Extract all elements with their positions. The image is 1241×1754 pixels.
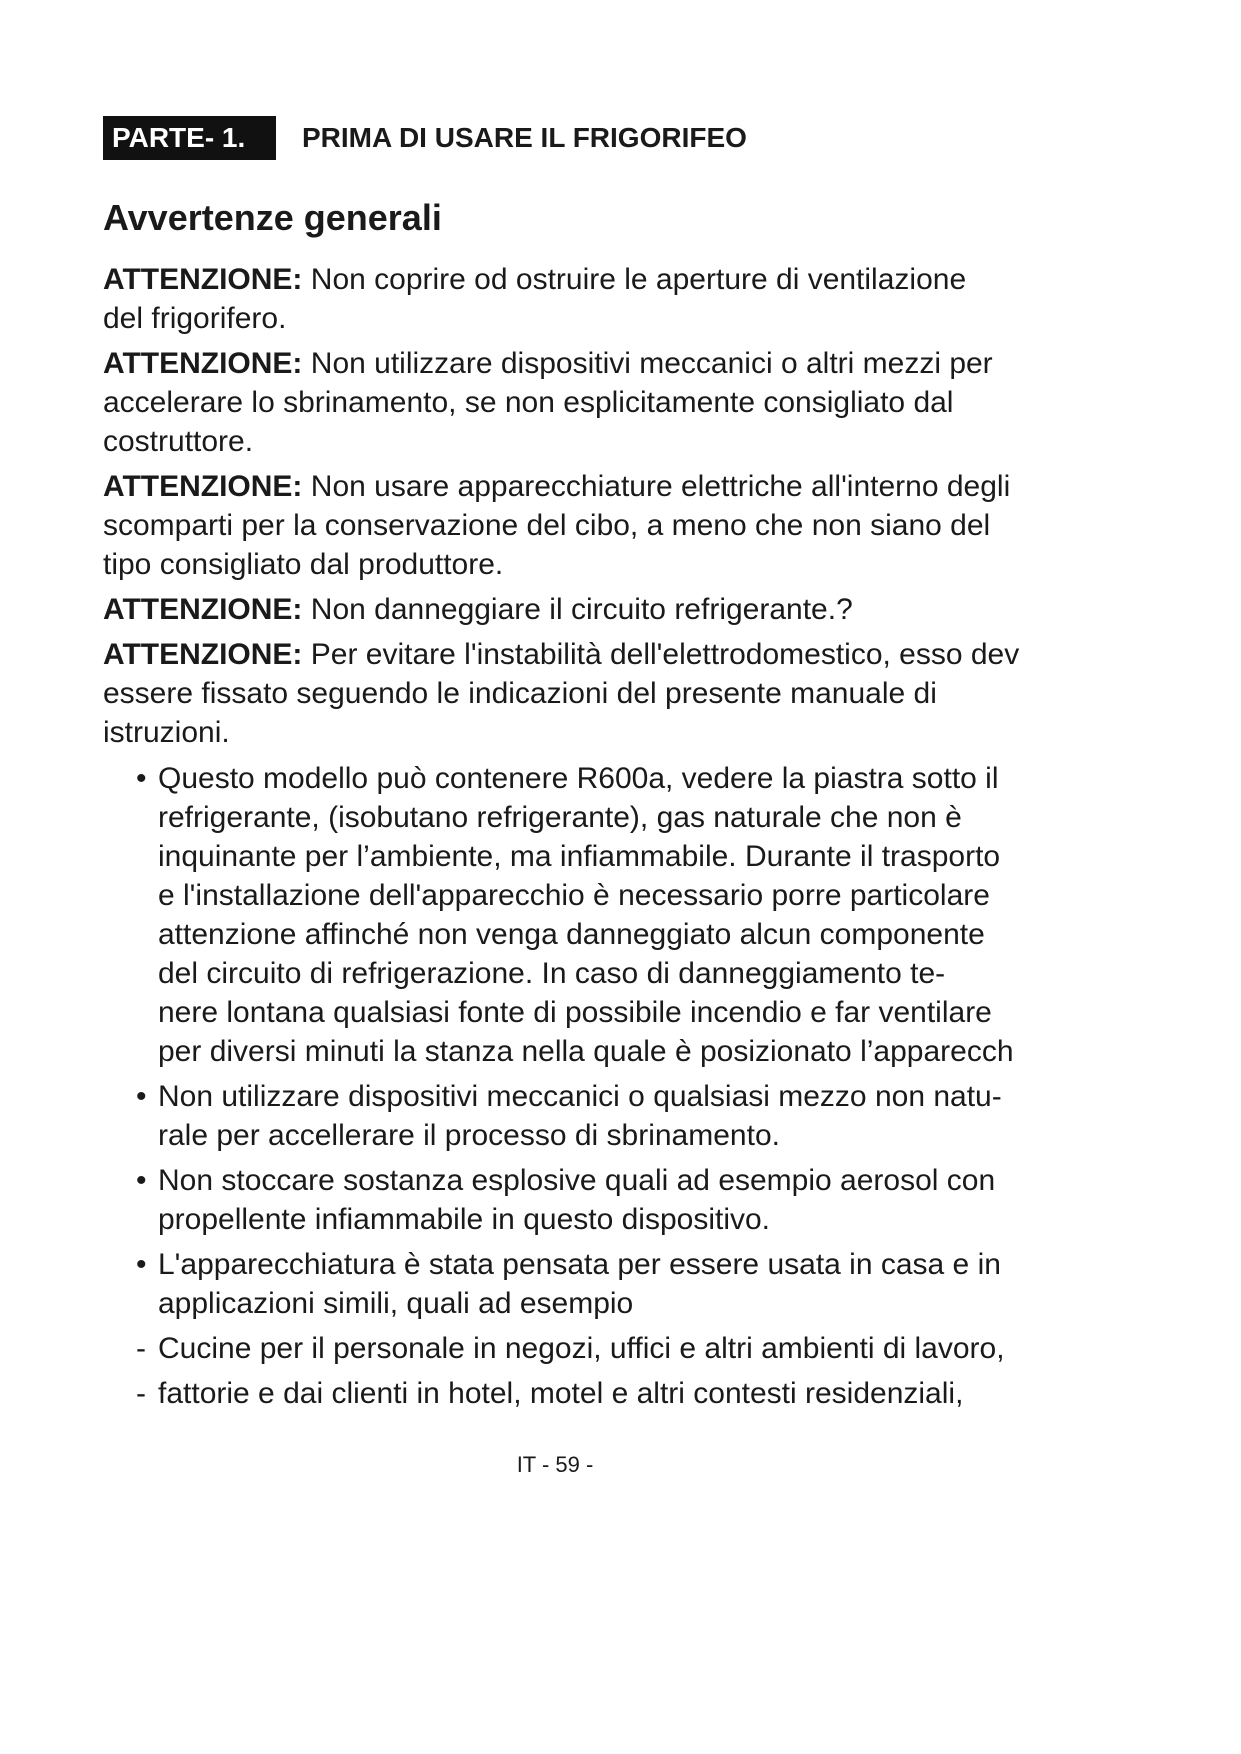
dash-item	[103, 1329, 1078, 1368]
warning-text-line: Non utilizzare dispositivi meccanici o altri mezzi per	[302, 347, 993, 380]
bullet-marker: •	[136, 1164, 147, 1197]
warning-label: ATTENZIONE:	[103, 470, 303, 503]
bullet-text-line: e l'installazione dell'apparecchio è necessario porre particolare	[158, 879, 990, 912]
dash-marker: -	[136, 1332, 146, 1365]
bullet-text-line: Questo modello può contenere R600a, vedere la piastra sotto il	[158, 762, 999, 795]
warning-text-line: Non usare apparecchiature elettriche all'interno degli	[302, 470, 1011, 503]
part-badge: PARTE- 1.	[103, 116, 276, 160]
section-title: Avvertenze generali	[103, 197, 442, 238]
bullet-list	[103, 759, 1078, 1323]
warning-paragraph	[103, 590, 1078, 629]
warning-text-line: Non danneggiare il circuito refrigerante.?	[302, 593, 853, 626]
warning-label: ATTENZIONE:	[103, 263, 303, 296]
bullet-text-line: nere lontana qualsiasi fonte di possibile incendio e far ventilare	[158, 996, 992, 1029]
bullet-marker: •	[136, 1080, 147, 1113]
warning-text-line: tipo consigliato dal produttore.	[103, 548, 504, 581]
dash-item-text: fattorie e dai clienti in hotel, motel e altri contesti residenziali,	[158, 1377, 964, 1410]
bullet-text-line: L'apparecchiatura è stata pensata per essere usata in casa e in	[158, 1248, 1001, 1281]
warning-text-line: Non coprire od ostruire le aperture di ventilazione	[302, 263, 967, 296]
part-header	[103, 116, 747, 160]
warning-label: ATTENZIONE:	[103, 593, 303, 626]
bullet-text-line: inquinante per l’ambiente, ma infiammabile. Durante il trasporto	[158, 840, 1001, 873]
bullet-item	[103, 759, 1078, 1071]
bullet-text-line: attenzione affinché non venga danneggiato alcun componente	[158, 918, 985, 951]
bullet-text-line: rale per accellerare il processo di sbrinamento.	[158, 1119, 780, 1152]
warning-text-line: costruttore.	[103, 425, 254, 458]
part-title: PRIMA DI USARE IL FRIGORIFEO	[302, 122, 747, 153]
warning-label: ATTENZIONE:	[103, 347, 303, 380]
bullet-text-line: del circuito di refrigerazione. In caso di danneggiamento te-	[158, 957, 946, 990]
warning-label: ATTENZIONE:	[103, 638, 303, 671]
warning-text-line: del frigorifero.	[103, 302, 287, 335]
bullet-item	[103, 1245, 1078, 1323]
bullet-text-line: applicazioni simili, quali ad esempio	[158, 1287, 634, 1320]
warning-paragraph	[103, 635, 1078, 752]
warning-text-line: Per evitare l'instabilità dell'elettrodomestico, esso dev	[302, 638, 1020, 671]
warning-text-line: scomparti per la conservazione del cibo, a meno che non siano del	[103, 509, 991, 542]
bullet-marker: •	[136, 762, 147, 795]
bullet-text-line: refrigerante, (isobutano refrigerante), gas naturale che non è	[158, 801, 962, 834]
warning-text-line: istruzioni.	[103, 716, 230, 749]
page-number: IT - 59 -	[516, 1452, 594, 1477]
bullet-item	[103, 1077, 1078, 1155]
bullet-text-line: per diversi minuti la stanza nella quale è posizionato l’apparecch	[158, 1035, 1014, 1068]
dash-item	[103, 1374, 1078, 1413]
bullet-marker: •	[136, 1248, 147, 1281]
bullet-text-line: propellente infiammabile in questo dispositivo.	[158, 1203, 771, 1236]
warning-text-line: accelerare lo sbrinamento, se non esplicitamente consigliato dal	[103, 386, 954, 419]
bullet-item	[103, 1161, 1078, 1239]
bullet-text-line: Non utilizzare dispositivi meccanici o qualsiasi mezzo non natu-	[158, 1080, 1002, 1113]
warning-paragraph	[103, 467, 1078, 584]
dash-item-text: Cucine per il personale in negozi, uffici e altri ambienti di lavoro,	[158, 1332, 1005, 1365]
dash-list	[103, 1329, 1078, 1413]
dash-marker: -	[136, 1377, 146, 1410]
warning-paragraph	[103, 260, 1078, 338]
bullet-text-line: Non stoccare sostanza esplosive quali ad esempio aerosol con	[158, 1164, 996, 1197]
warning-text-line: essere fissato seguendo le indicazioni del presente manuale di	[103, 677, 937, 710]
document-body	[103, 260, 1078, 1413]
warning-paragraph	[103, 344, 1078, 461]
